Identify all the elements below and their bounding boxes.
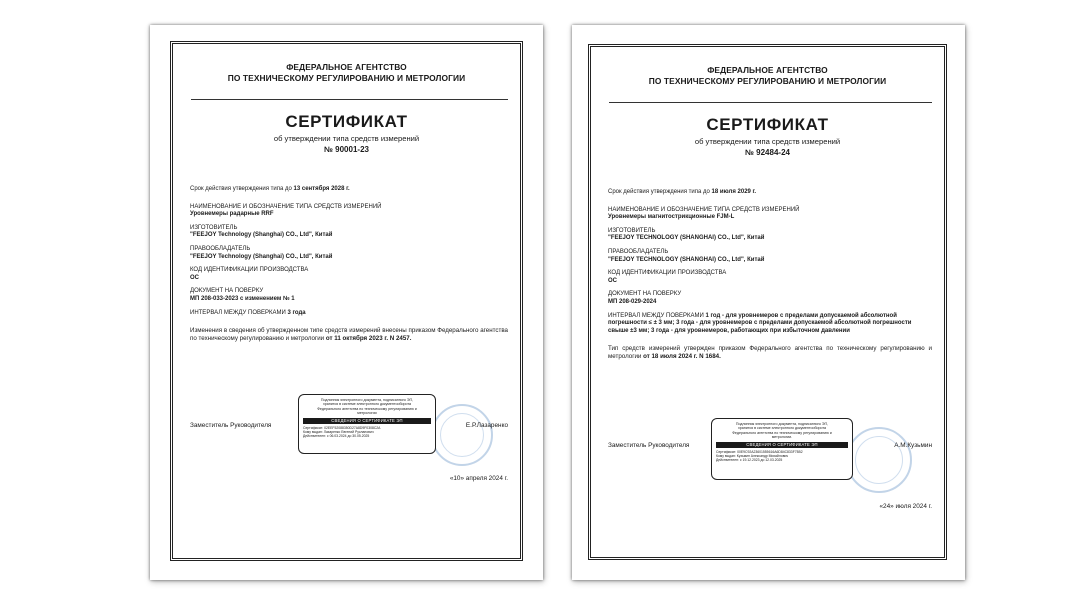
production-code-label: КОД ИДЕНТИФИКАЦИИ ПРОИЗВОДСТВА	[608, 270, 727, 277]
certificate-body	[608, 189, 932, 367]
agency-header	[591, 65, 944, 86]
e-signature-stamp	[298, 394, 436, 454]
stamp-owner: Кому выдан: Лазаренко Евгений Русланович	[303, 430, 374, 435]
stamp-certificate: Сертификат: 02EEF52088350D27A8D9F0308C2A	[303, 426, 381, 431]
official-seal	[431, 404, 493, 466]
stamp-validity: Действителен: с 06.03.2024 до 30.05.2025	[303, 434, 370, 439]
validity-date: 13 сентября 2028 г.	[293, 186, 350, 192]
type-name-label: НАИМЕНОВАНИЕ И ОБОЗНАЧЕНИЕ ТИПА СРЕДСТВ ИЗМЕРЕНИЙ	[608, 206, 800, 213]
interval-label: ИНТЕРВАЛ МЕЖДУ ПОВЕРКАМИ	[190, 309, 286, 316]
type-name-value: Уровнемеры магнитострикционные FJM-L	[608, 214, 735, 221]
stamp-line-1: Подлинник электронного документа, подписанного ЭП,	[735, 422, 829, 426]
order-text: Тип средств измерений утвержден приказом Федерального агентства по техническому регулированию и метрологии	[608, 345, 932, 360]
agency-line-2: ПО ТЕХНИЧЕСКОМУ РЕГУЛИРОВАНИЮ И МЕТРОЛОГИИ	[648, 75, 887, 86]
order-value: от 18 июля 2024 г. N 1684.	[643, 352, 721, 360]
e-signature-stamp	[711, 418, 853, 480]
order-text: Изменения в сведения об утвержденном типе средств измерений внесены приказом Федерального агентства по техническому регулированию и метрологии	[190, 327, 508, 342]
manufacturer-label: ИЗГОТОВИТЕЛЬ	[190, 224, 238, 231]
certificate-page-right	[572, 25, 965, 580]
type-name-value: Уровнемеры радарные RRF	[190, 211, 274, 218]
official-seal	[846, 427, 912, 493]
signer-name: Е.Р.Лазаренко	[465, 422, 508, 429]
certificate-title: СЕРТИФИКАТ	[706, 115, 829, 134]
manufacturer-label: ИЗГОТОВИТЕЛЬ	[608, 227, 656, 234]
stamp-bar: СВЕДЕНИЯ О СЕРТИФИКАТЕ ЭП	[716, 442, 848, 448]
stamp-owner: Кому выдан: Кузьмин Александр Михайлович	[716, 454, 789, 459]
interval-value: 3 года	[287, 309, 306, 316]
validity-prefix: Срок действия утверждения типа до	[608, 189, 710, 195]
issue-date: «10» апреля 2024 г.	[449, 475, 508, 482]
stamp-certificate: Сертификат: 00E9C92A23601555616A6D84C833F7B52	[716, 450, 803, 455]
agency-line-1: ФЕДЕРАЛЬНОЕ АГЕНТСТВО	[286, 62, 407, 72]
order-value: от 11 октября 2023 г. N 2457.	[325, 334, 412, 342]
certificate-subtitle: об утверждении типа средств измерений	[694, 137, 841, 146]
agency-header	[173, 62, 520, 83]
interval-label: ИНТЕРВАЛ МЕЖДУ ПОВЕРКАМИ	[608, 312, 704, 319]
interval-value: 1 год - для уровнемеров с пределами допускаемой абсолютной погрешности ≤ ± 3 мм; 3 года - для уровнемеров с пределами допускаемой абсолютной погрешности свыше ±3 мм; 3 года - для уровнемеров, работающих при избыточном давлении	[608, 312, 912, 334]
holder-label: ПРАВООБЛАДАТЕЛЬ	[608, 248, 669, 255]
stamp-line-3: Федерального агентства по техническому регулированию и	[732, 430, 832, 435]
stamp-line-4: метрологии	[357, 411, 377, 416]
signer-name: А.М.Кузьмин	[894, 442, 932, 449]
validity-date: 18 июля 2029 г.	[711, 189, 757, 195]
signer-role: Заместитель Руководителя	[608, 442, 690, 449]
type-name-label: НАИМЕНОВАНИЕ И ОБОЗНАЧЕНИЕ ТИПА СРЕДСТВ ИЗМЕРЕНИЙ	[190, 203, 382, 210]
holder-label: ПРАВООБЛАДАТЕЛЬ	[190, 245, 251, 252]
manufacturer-value: "FEEJOY Technology (Shanghai) CO., Ltd", Китай	[190, 232, 333, 239]
certificate-number: № 90001-23	[324, 145, 369, 154]
manufacturer-value: "FEEJOY TECHNOLOGY (SHANGHAI) CO., Ltd", Китай	[608, 235, 765, 242]
certificate-border	[588, 44, 947, 560]
production-code-label: КОД ИДЕНТИФИКАЦИИ ПРОИЗВОДСТВА	[190, 267, 309, 274]
header-divider	[191, 99, 508, 100]
stamp-line-2: хранится в системе электронного документооборота	[737, 426, 827, 431]
certificate-page-left	[150, 25, 543, 580]
stamp-validity: Действителен: с 19.12.2023 до 12.03.2025	[716, 458, 783, 463]
stamp-line-4: метрологии.	[771, 435, 793, 440]
certificate-number: № 92484-24	[745, 148, 790, 157]
stamp-line-3: Федерального агентства по техническому регулированию и	[317, 406, 417, 411]
verification-doc-label: ДОКУМЕНТ НА ПОВЕРКУ	[608, 291, 682, 298]
certificate-body	[190, 186, 508, 348]
issue-date: «24» июля 2024 г.	[879, 503, 932, 510]
stamp-line-1: Подлинник электронного документа, подписанного ЭП,	[320, 398, 414, 402]
production-code-value: ОС	[190, 274, 199, 281]
signer-role: Заместитель Руководителя	[190, 422, 272, 429]
header-divider	[609, 102, 932, 103]
verification-doc-label: ДОКУМЕНТ НА ПОВЕРКУ	[190, 288, 264, 295]
verification-doc-value: МП 208-029-2024	[608, 298, 657, 305]
holder-value: "FEEJOY Technology (Shanghai) CO., Ltd", Китай	[190, 253, 333, 260]
certificate-border	[170, 41, 523, 561]
production-code-value: ОС	[608, 277, 617, 284]
verification-doc-value: МП 208-033-2023 с изменением № 1	[190, 295, 295, 302]
holder-value: "FEEJOY TECHNOLOGY (SHANGHAI) CO., Ltd", Китай	[608, 256, 765, 263]
validity-prefix: Срок действия утверждения типа до	[190, 186, 292, 192]
certificate-title: СЕРТИФИКАТ	[285, 112, 408, 131]
agency-line-1: ФЕДЕРАЛЬНОЕ АГЕНТСТВО	[707, 65, 828, 75]
stamp-line-2: хранится в системе электронного документооборота	[322, 402, 412, 407]
agency-line-2: ПО ТЕХНИЧЕСКОМУ РЕГУЛИРОВАНИЮ И МЕТРОЛОГИИ	[227, 72, 466, 83]
certificate-subtitle: об утверждении типа средств измерений	[273, 134, 420, 143]
stamp-bar: СВЕДЕНИЯ О СЕРТИФИКАТЕ ЭП	[303, 418, 431, 424]
